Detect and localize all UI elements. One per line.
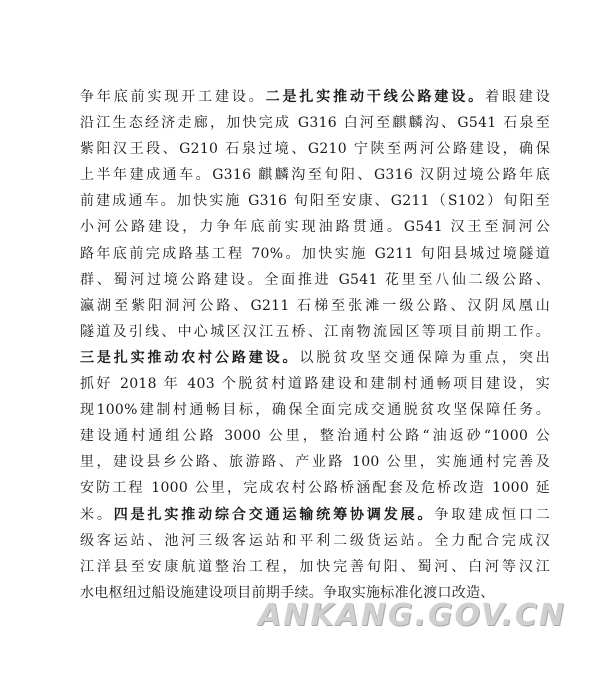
text-line: [80, 267, 550, 293]
text-segment: 米。: [80, 506, 114, 523]
text-segment: 安防工程 1000 公里，完成农村公路桥涵配套及危桥改造 1000 延: [80, 480, 550, 497]
text-segment: 沿江生态经济走廊，加快完成 G316 白河至麒麟沟、G541 石泉至: [80, 115, 550, 132]
text-line: [80, 293, 550, 319]
text-segment: 上半年建成通车。G316 麒麟沟至旬阳、G316 汉阴过境公路年底: [80, 167, 550, 184]
text-segment: 争年底前实现开工建设。: [80, 89, 266, 105]
text-line: [80, 449, 550, 475]
text-segment: 群、蜀河过境公路建设。全面推进 G541 花里至八仙二级公路、: [80, 271, 550, 288]
text-segment: 前建成通车。加快实施 G316 旬阳至安康、G211（S102）旬阳至: [80, 193, 550, 210]
text-segment: 里，建设县乡公路、旅游路、产业路 100 公里，实施通村完善及: [80, 454, 550, 471]
text-line: [80, 110, 550, 136]
text-segment: 建设通村通组公路 3000 公里，整治通村公路“油返砂“1000 公: [80, 428, 550, 445]
text-segment: 现100%建制村通畅目标，确保全面完成交通脱贫攻坚保障任务。: [80, 402, 550, 419]
section-heading: 四是扎实推动综合交通运输统筹协调发展。: [113, 506, 435, 523]
text-segment: 级客运站、池河三级客运站和平利二级货运站。全力配合完成汉: [80, 532, 550, 549]
text-line: [80, 502, 550, 528]
text-segment: 以脱贫攻坚交通保障为重点，突出: [299, 349, 550, 366]
text-segment: 水电枢纽过船设施建设项目前期手续。争取实施标准化渡口改造、: [80, 584, 495, 601]
text-segment: 紫阳汉王段、G210 石泉过境、G210 宁陕至两河公路建设，确保: [80, 141, 550, 158]
text-segment: 路年底前完成路基工程 70%。加快实施 G211 旬阳县城过境隧道: [80, 245, 550, 262]
text-line: [80, 554, 550, 580]
text-segment: 隧道及引线、中心城区汉江五桥、江南物流园区等项目前期工作。: [80, 323, 550, 340]
text-line: [80, 528, 550, 554]
text-segment: 抓好 2018 年 403 个脱贫村道路建设和建制村通畅项目建设，实: [80, 376, 550, 393]
text-line: [80, 319, 550, 345]
text-line: [80, 397, 550, 423]
text-segment: 江洋县至安康航道整治工程，加快完善旬阳、蜀河、白河等汉江: [80, 558, 550, 575]
section-heading: 二是扎实推动干线公路建设。: [265, 89, 486, 105]
text-line: [80, 423, 550, 449]
text-segment: 小河公路建设，力争年底前实现油路贯通。G541 汉王至洞河公: [80, 219, 550, 236]
text-line: [80, 345, 550, 371]
text-line: [80, 241, 550, 267]
text-line: [80, 188, 550, 214]
text-line: [80, 475, 550, 501]
watermark: ANKANG.GOV.CN: [258, 598, 567, 633]
text-line: [80, 214, 550, 240]
text-line: [80, 371, 550, 397]
text-segment: 争取建成恒口二: [434, 506, 550, 523]
text-segment: 着眼建设: [485, 89, 550, 105]
section-heading: 三是扎实推动农村公路建设。: [80, 349, 300, 366]
text-line: [80, 162, 550, 188]
text-line: [80, 136, 550, 162]
text-line: [80, 84, 550, 110]
text-segment: 瀛湖至紫阳洞河公路、G211 石梯至张滩一级公路、汉阴凤凰山: [80, 297, 550, 314]
body-text: [80, 84, 550, 606]
